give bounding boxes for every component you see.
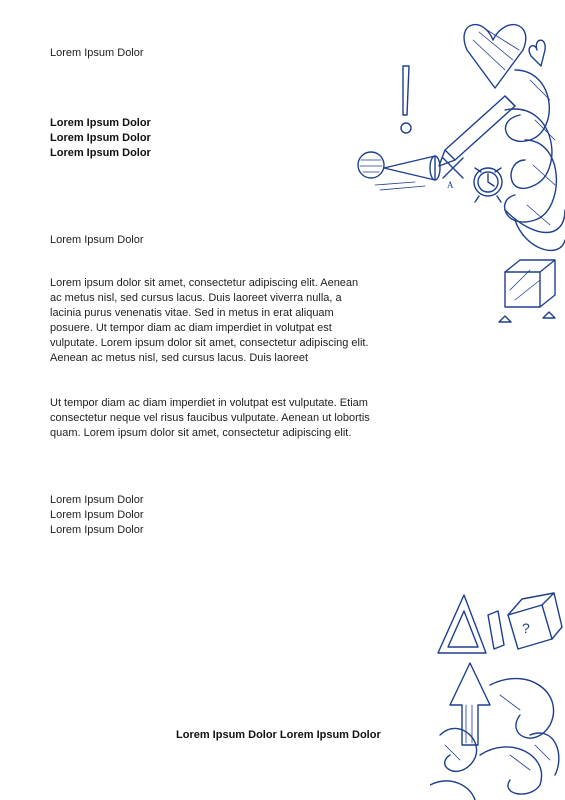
salutation: Lorem Ipsum Dolor (50, 234, 144, 246)
closing-line: Lorem Ipsum Dolor (50, 509, 144, 521)
recipient-line: Lorem Ipsum Dolor (50, 132, 151, 144)
sender-line: Lorem Ipsum Dolor (50, 47, 144, 59)
bottom-right-doodle-illustration (430, 585, 565, 800)
triangle-icon (438, 595, 486, 653)
recipient-line: Lorem Ipsum Dolor (50, 147, 151, 159)
sphere-sketch-icon (358, 152, 384, 178)
body-paragraph-2: Ut tempor diam ac diam imperdiet in volutpat est vulputate. Etiam consectetur neque vel risus faucibus vulputate. Aenean ut lobortis quam. Lorem ipsum dolor sit amet, consectetur adipiscing elit. (50, 397, 370, 439)
pencil-icon (439, 96, 515, 166)
heart-icon (464, 25, 526, 88)
recipient-block (50, 116, 151, 161)
svg-text:?: ? (522, 620, 530, 636)
top-right-doodle-illustration (355, 10, 565, 340)
pencil-icon (488, 611, 504, 649)
closing-block (50, 493, 144, 538)
closing-line: Lorem Ipsum Dolor (50, 524, 144, 536)
footer-text: Lorem Ipsum Dolor Lorem Ipsum Dolor (176, 729, 381, 741)
closing-line: Lorem Ipsum Dolor (50, 494, 144, 506)
question-cube-icon (508, 605, 552, 649)
svg-text:A: A (447, 180, 454, 190)
recipient-line: Lorem Ipsum Dolor (50, 117, 151, 129)
small-heart-icon (529, 40, 545, 66)
body-paragraph-1: Lorem ipsum dolor sit amet, consectetur adipiscing elit. Aenean ac metus nisl, sed cursus lacus. Duis laoreet viverra nulla, a lacinia purus venenatis vitae. Sed in metus in erat aliquam posuere. Ut tempor diam ac diam imperdiet in volutpat est vulputate. Lorem ipsum dolor sit amet, consectetur adipiscing elit. Aenean ac metus nisl, sed cursus lacus. Duis laoreet (50, 277, 369, 364)
exclamation-icon (403, 66, 409, 115)
